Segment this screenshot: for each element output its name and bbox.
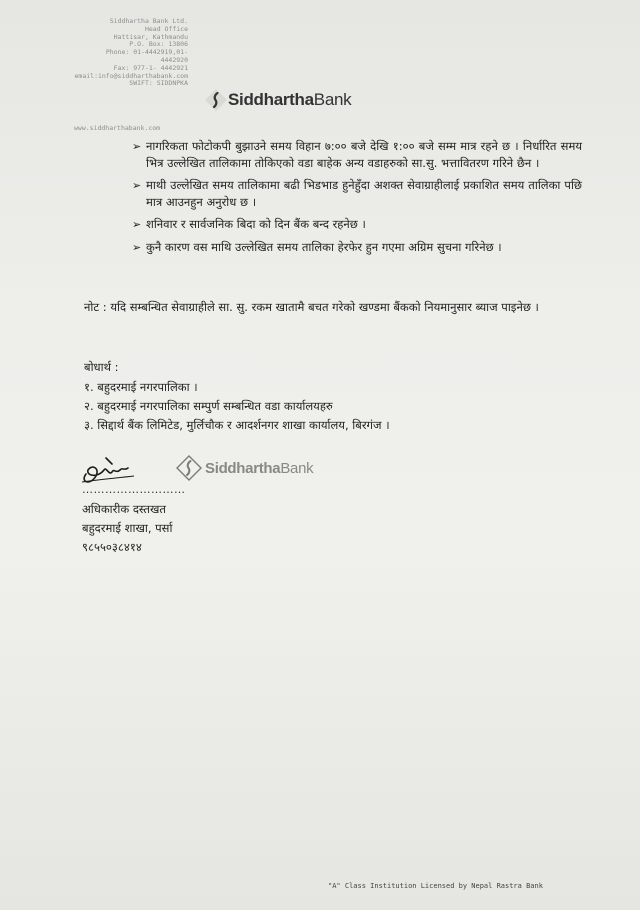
address-line: Head Office [144,24,188,33]
arrow-bullet-icon: ➢ [132,179,142,192]
cc-item: २. बहुदरमाई नगरपालिका सम्पुर्ण सम्बन्धित वडा कार्यालयहरु [84,399,333,413]
bullet-text: नागरिकता फोटोकपी बुझाउने समय विहान ७:०० बजे देखि १:०० बजे सम्म मात्र रहने छ । निर्धारित समय भित्र उल्लेखित तालिकामा तोकिएको वडा बाहेक अन्य वडाहरुको सा.सु. भत्तावितरण गरिने छैन । [146,139,582,170]
bullet-text: शनिवार र सार्वजनिक बिदा को दिन बैंक बन्द रहनेछ । [146,217,366,231]
bullet-text: कुनै कारण वस माथि उल्लेखित समय तालिका हेरफेर हुन गएमा अग्रिम सुचना गरिनेछ । [146,240,502,254]
address-line: Hattisar, Kathmandu [113,32,188,41]
footer-license-line: "A" Class Institution Licensed by Nepal Rastra Bank [328,882,543,890]
logo-word-bold: Siddhartha [228,90,314,109]
branch-name: बहुदरमाई शाखा, पर्सा [82,521,173,535]
bank-logo [204,88,351,112]
arrow-bullet-icon: ➢ [132,241,142,254]
address-line: Phone: 01-4442919,01- [105,48,188,57]
siddhartha-bank-stamp-icon [176,455,202,481]
note-paragraph: नोट : यदि सम्बन्धित सेवाग्राहीले सा. सु. रकम खातामै बचत गरेको खण्डमा बैंकको नियमानुसार ब्याज पाइनेछ । [84,300,539,314]
cc-heading: बोधार्थ : [84,360,119,374]
signatory-title: अधिकारीक दस्तखत [82,502,166,516]
cc-list [84,378,390,435]
arrow-bullet-icon: ➢ [132,140,142,153]
cc-item: १. बहुदरमाई नगरपालिका । [84,380,198,394]
bullet-text: माथी उल्लेखित समय तालिकामा बढी भिडभाड हुनेहुँदा अशक्त सेवाग्राहीलाई प्रकाशित समय तालिका पछि मात्र आउनहुन अनुरोध छ । [146,178,582,209]
cc-item: ३. सिद्दार्थ बैंक लिमिटेड, मुर्लिचौक र आदर्शनगर शाखा कार्यालय, बिरगंज । [84,418,390,432]
list-item [132,239,582,257]
list-item [132,138,582,172]
logo-word-regular: Bank [313,90,352,109]
address-line: email:info@siddharthabank.com [74,71,188,80]
signature-dotted-line: ……………………… [82,483,186,496]
list-item [132,216,582,234]
phone-number: ९८५५०३८४१४ [82,540,142,554]
siddhartha-bank-logo-icon [204,88,228,112]
stamp-word-bold: Siddhartha [205,459,281,477]
head-office-address [70,18,188,88]
address-line: P.O. Box: 13806 [129,40,188,49]
address-line: Siddhartha Bank Ltd. [109,17,188,25]
address-line: SWIFT: SIDDNPKA [129,79,188,88]
website: www.siddharthabank.com [74,124,161,132]
address-line: 4442920 [160,55,188,64]
signature-block [82,500,172,557]
arrow-bullet-icon: ➢ [132,218,142,231]
list-item [132,177,582,211]
bank-stamp-logo [176,455,313,481]
stamp-word-regular: Bank [280,459,314,477]
address-line: Fax: 977-1- 4442921 [113,63,188,72]
notice-bullets [132,138,582,262]
